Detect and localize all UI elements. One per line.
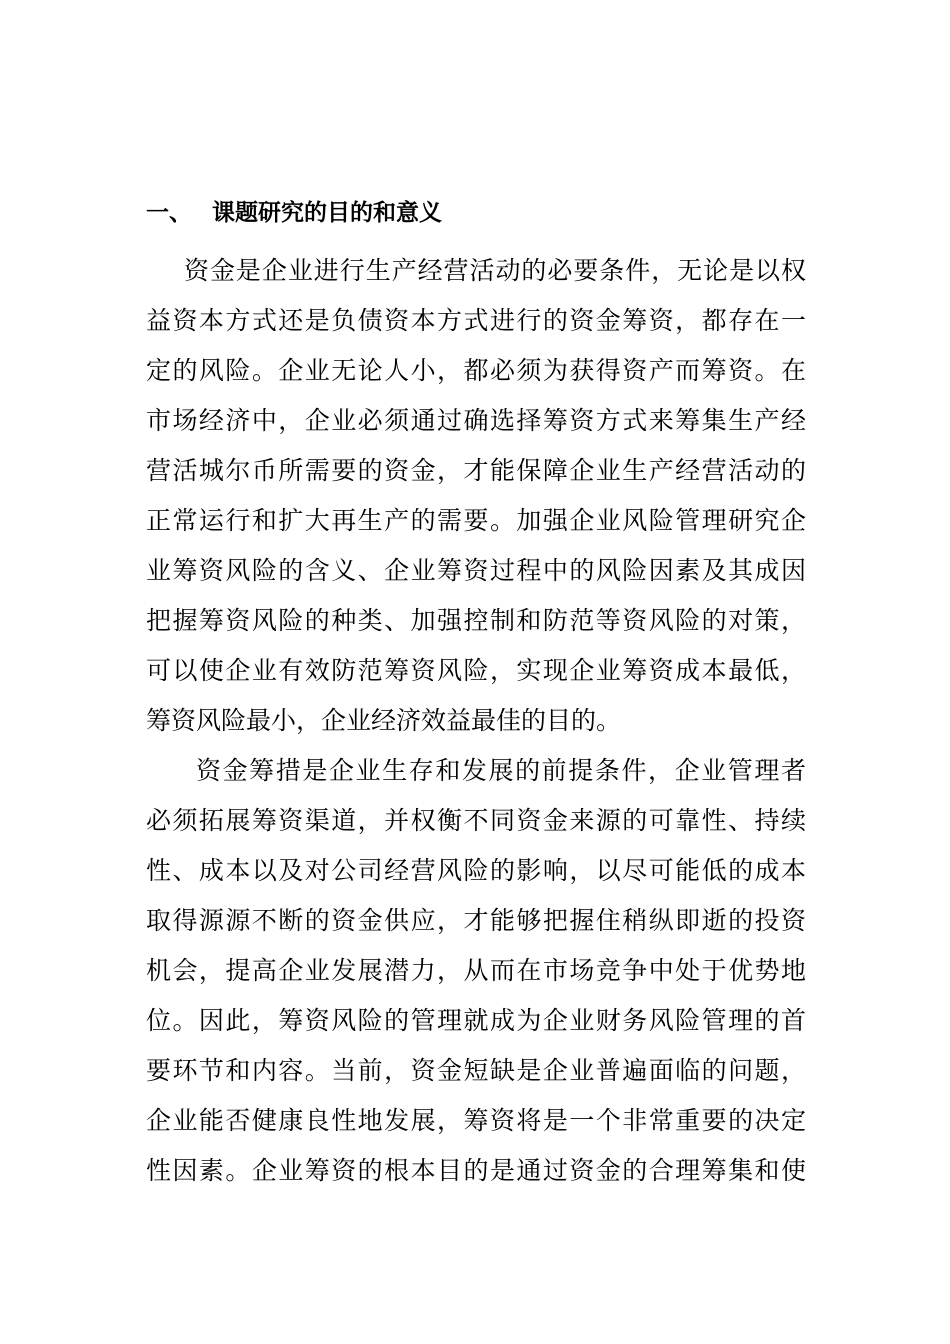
text-line: 可以使企业有效防范筹资风险，实现企业筹资成本最低， (146, 656, 806, 685)
text-line: 位。因此，筹资风险的管理就成为企业财务风险管理的首 (146, 1006, 806, 1035)
text-line: 要环节和内容。当前，资金短缺是企业普遍面临的问题， (146, 1056, 806, 1085)
text-line: 性、成本以及对公司经营风险的影响，以尽可能低的成本 (146, 856, 806, 885)
text-line: 把握筹资风险的种类、加强控制和防范等资风险的对策， (146, 606, 806, 635)
text-line: 营活城尔币所需要的资金，才能保障企业生产经营活动的 (146, 456, 806, 485)
text-line: 定的风险。企业无论人小，都必须为获得资产而筹资。在 (146, 356, 806, 385)
section-number: 一、 (146, 200, 192, 226)
text-line: 筹资风险最小，企业经济效益最佳的目的。 (146, 706, 622, 735)
section-heading (146, 196, 442, 230)
text-line: 企业能否健康良性地发展，筹资将是一个非常重要的决定 (146, 1106, 806, 1135)
text-line: 资金是企业进行生产经营活动的必要条件，无论是以权 (184, 256, 806, 285)
paragraph-purpose (146, 246, 806, 746)
text-line: 资金筹措是企业生存和发展的前提条件，企业管理者 (196, 756, 806, 785)
text-line: 正常运行和扩大再生产的需要。加强企业风险管理研究企 (146, 506, 806, 535)
text-line: 取得源源不断的资金供应，才能够把握住稍纵即逝的投资 (146, 906, 806, 935)
text-line: 市场经济中，企业必须通过确选择筹资方式来筹集生产经 (146, 406, 806, 435)
section-title: 课题研究的目的和意义 (212, 200, 442, 226)
text-line: 必须拓展筹资渠道，并权衡不同资金来源的可靠性、持续 (146, 806, 806, 835)
text-line: 益资本方式还是负债资本方式进行的资金筹资，都存在一 (146, 306, 806, 335)
text-line: 业筹资风险的含义、企业筹资过程中的风险因素及其成因 (146, 556, 806, 585)
text-line: 性因素。企业筹资的根本目的是通过资金的合理筹集和使 (146, 1156, 806, 1185)
text-line: 机会，提高企业发展潜力，从而在市场竞争中处于优势地 (146, 956, 806, 985)
paragraph-significance (146, 746, 806, 1196)
